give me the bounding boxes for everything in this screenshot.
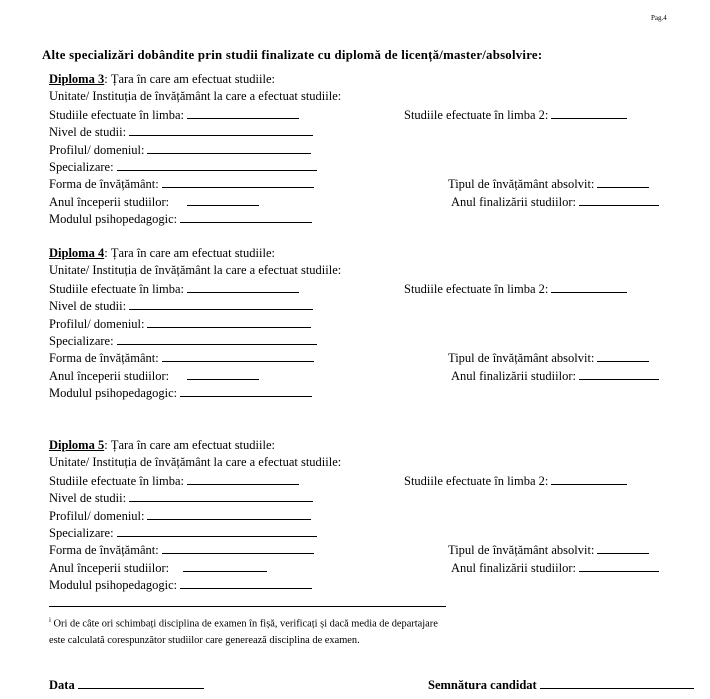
diploma-label: Diploma 3 bbox=[49, 72, 105, 86]
specialization-label: Specializare: bbox=[49, 334, 114, 348]
diploma-label: Diploma 4 bbox=[49, 246, 105, 260]
signature-line[interactable] bbox=[540, 677, 694, 689]
form-label: Forma de învățământ: bbox=[49, 351, 159, 366]
specialization-input-line[interactable] bbox=[117, 525, 317, 537]
type-field bbox=[448, 350, 649, 365]
type-input-line[interactable] bbox=[597, 350, 649, 362]
language-input-line[interactable] bbox=[187, 473, 299, 485]
section-heading: Alte specializări dobândite prin studii finalizate cu diplomă de licență/master/absolvire: bbox=[42, 48, 543, 62]
language2-input-line[interactable] bbox=[551, 281, 627, 293]
page-number: Pag.4 bbox=[651, 14, 667, 22]
end-year-input-line[interactable] bbox=[579, 194, 659, 206]
end-year-label: Anul finalizării studiilor: bbox=[451, 194, 576, 209]
diploma-title-row bbox=[49, 72, 275, 86]
profile-field bbox=[49, 316, 311, 331]
signature-field bbox=[428, 677, 694, 693]
specialization-field bbox=[49, 525, 317, 540]
start-year-field bbox=[49, 560, 267, 575]
specialization-label: Specializare: bbox=[49, 160, 114, 174]
language2-field bbox=[404, 107, 627, 122]
start-year-label: Anul începerii studiilor: bbox=[49, 368, 170, 383]
start-year-label: Anul începerii studiilor: bbox=[49, 194, 170, 209]
country-label: : Țara în care am efectuat studiile: bbox=[104, 246, 275, 260]
type-input-line[interactable] bbox=[597, 542, 649, 554]
institution-label: Unitate/ Instituția de învățământ la care a efectuat studiile: bbox=[49, 455, 342, 470]
profile-label: Profilul/ domeniul: bbox=[49, 508, 145, 523]
form-input-line[interactable] bbox=[162, 350, 314, 362]
footnote-marker: i bbox=[49, 616, 51, 624]
form-field bbox=[49, 542, 314, 557]
language-label: Studiile efectuate în limba: bbox=[49, 473, 185, 488]
specialization-input-line[interactable] bbox=[117, 159, 317, 171]
footnote bbox=[49, 612, 449, 649]
module-input-line[interactable] bbox=[180, 211, 312, 223]
form-input-line[interactable] bbox=[162, 176, 314, 188]
diploma-title-row bbox=[49, 246, 275, 260]
level-field bbox=[49, 490, 313, 505]
language-label: Studiile efectuate în limba: bbox=[49, 281, 185, 296]
start-year-input-line[interactable] bbox=[187, 194, 259, 206]
institution-label: Unitate/ Instituția de învățământ la care a efectuat studiile: bbox=[49, 89, 342, 104]
module-field bbox=[49, 211, 312, 226]
type-field bbox=[448, 542, 649, 557]
type-input-line[interactable] bbox=[597, 176, 649, 188]
end-year-field bbox=[451, 560, 659, 575]
language2-field bbox=[404, 473, 627, 488]
profile-input-line[interactable] bbox=[147, 508, 311, 520]
form-label: Forma de învățământ: bbox=[49, 543, 159, 558]
module-field bbox=[49, 385, 312, 400]
start-year-input-line[interactable] bbox=[183, 560, 267, 572]
language-field bbox=[49, 473, 299, 488]
footnote-divider bbox=[49, 606, 446, 607]
date-line[interactable] bbox=[78, 677, 204, 689]
specialization-field bbox=[49, 159, 317, 174]
level-input-line[interactable] bbox=[129, 298, 313, 310]
profile-input-line[interactable] bbox=[147, 316, 311, 328]
profile-field bbox=[49, 508, 311, 523]
type-label: Tipul de învățământ absolvit: bbox=[448, 177, 595, 192]
module-label: Modulul psihopedagogic: bbox=[49, 212, 178, 227]
module-label: Modulul psihopedagogic: bbox=[49, 578, 178, 593]
diploma-title-row bbox=[49, 438, 275, 452]
language-input-line[interactable] bbox=[187, 281, 299, 293]
date-field bbox=[49, 677, 204, 693]
language-label: Studiile efectuate în limba: bbox=[49, 107, 185, 122]
end-year-label: Anul finalizării studiilor: bbox=[451, 560, 576, 575]
language-field bbox=[49, 107, 299, 122]
type-label: Tipul de învățământ absolvit: bbox=[448, 543, 595, 558]
language2-field bbox=[404, 281, 627, 296]
form-field bbox=[49, 350, 314, 365]
language2-label: Studiile efectuate în limba 2: bbox=[404, 473, 549, 488]
end-year-input-line[interactable] bbox=[579, 560, 659, 572]
module-input-line[interactable] bbox=[180, 385, 312, 397]
language-input-line[interactable] bbox=[187, 107, 299, 119]
date-label: Data bbox=[49, 678, 75, 692]
module-label: Modulul psihopedagogic: bbox=[49, 386, 178, 401]
start-year-input-line[interactable] bbox=[187, 368, 259, 380]
type-field bbox=[448, 176, 649, 191]
level-label: Nivel de studii: bbox=[49, 125, 127, 140]
form-field bbox=[49, 176, 314, 191]
profile-label: Profilul/ domeniul: bbox=[49, 142, 145, 157]
specialization-label: Specializare: bbox=[49, 526, 114, 540]
profile-field bbox=[49, 142, 311, 157]
profile-input-line[interactable] bbox=[147, 142, 311, 154]
level-field bbox=[49, 298, 313, 313]
language2-label: Studiile efectuate în limba 2: bbox=[404, 107, 549, 122]
specialization-input-line[interactable] bbox=[117, 333, 317, 345]
end-year-label: Anul finalizării studiilor: bbox=[451, 368, 576, 383]
level-input-line[interactable] bbox=[129, 124, 313, 136]
module-input-line[interactable] bbox=[180, 577, 312, 589]
start-year-field bbox=[49, 194, 259, 209]
module-field bbox=[49, 577, 312, 592]
form-label: Forma de învățământ: bbox=[49, 177, 159, 192]
start-year-label: Anul începerii studiilor: bbox=[49, 560, 170, 575]
end-year-field bbox=[451, 194, 659, 209]
start-year-field bbox=[49, 368, 259, 383]
level-label: Nivel de studii: bbox=[49, 491, 127, 506]
diploma-label: Diploma 5 bbox=[49, 438, 105, 452]
footnote-text: Ori de câte ori schimbați disciplina de examen în fișă, verificați și dacă media de departajare este calculată corespunzător studiilor care generează disciplina de examen. bbox=[49, 618, 438, 646]
end-year-input-line[interactable] bbox=[579, 368, 659, 380]
form-input-line[interactable] bbox=[162, 542, 314, 554]
signature-label: Semnătura candidat bbox=[428, 678, 537, 692]
specialization-field bbox=[49, 333, 317, 348]
level-input-line[interactable] bbox=[129, 490, 313, 502]
country-label: : Țara în care am efectuat studiile: bbox=[104, 438, 275, 452]
language2-input-line[interactable] bbox=[551, 107, 627, 119]
language2-label: Studiile efectuate în limba 2: bbox=[404, 281, 549, 296]
country-label: : Țara în care am efectuat studiile: bbox=[104, 72, 275, 86]
profile-label: Profilul/ domeniul: bbox=[49, 316, 145, 331]
language2-input-line[interactable] bbox=[551, 473, 627, 485]
institution-label: Unitate/ Instituția de învățământ la care a efectuat studiile: bbox=[49, 263, 342, 278]
end-year-field bbox=[451, 368, 659, 383]
type-label: Tipul de învățământ absolvit: bbox=[448, 351, 595, 366]
level-field bbox=[49, 124, 313, 139]
level-label: Nivel de studii: bbox=[49, 299, 127, 314]
language-field bbox=[49, 281, 299, 296]
